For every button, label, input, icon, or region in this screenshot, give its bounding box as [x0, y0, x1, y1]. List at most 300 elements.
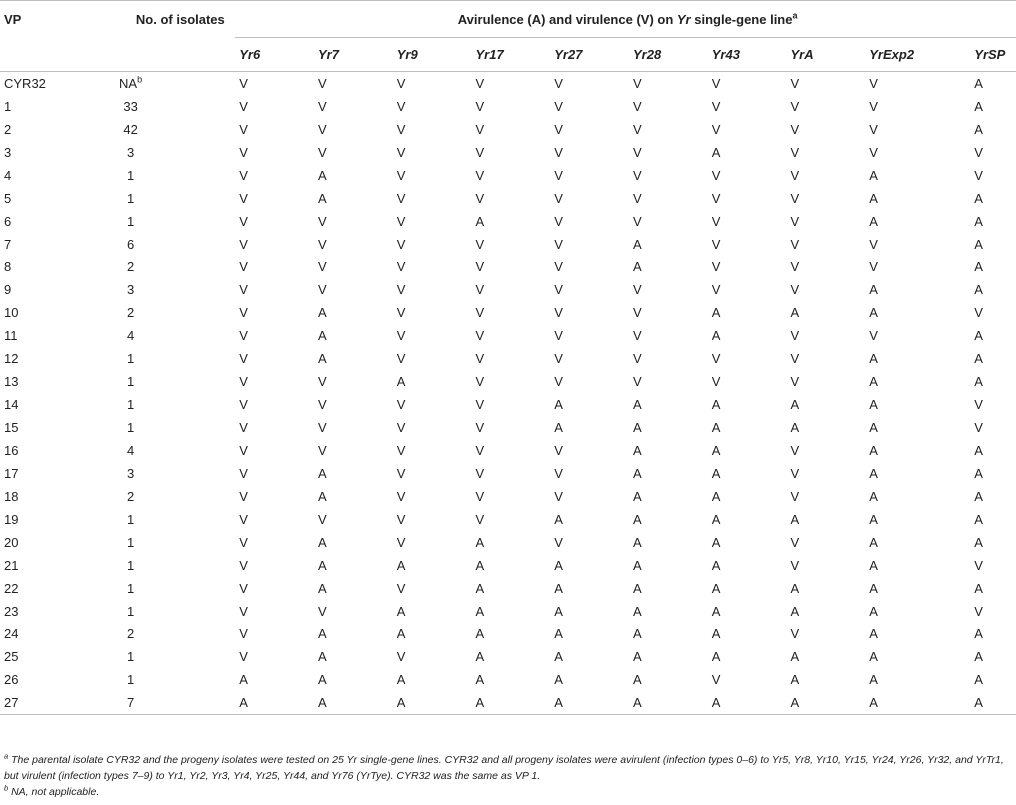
cell-isolates-value: 2 — [126, 259, 135, 275]
cell-virulence: V — [239, 282, 248, 298]
cell-isolates-value: 1 — [126, 167, 135, 183]
cell-virulence: V — [396, 397, 406, 413]
cell-virulence: A — [554, 580, 563, 596]
cell-virulence: A — [239, 672, 248, 688]
cell-isolates-value: 2 — [126, 305, 135, 321]
cell-virulence: V — [318, 374, 327, 390]
cell-isolates — [96, 324, 235, 347]
header-blank-isolates — [96, 38, 235, 72]
cell-virulence: V — [396, 190, 406, 206]
cell-virulence: A — [554, 557, 563, 573]
cell-virulence: A — [711, 557, 721, 573]
cell-virulence: V — [554, 190, 563, 206]
cell-virulence: A — [554, 420, 563, 436]
cell-isolates — [96, 623, 235, 646]
cell-virulence: V — [475, 190, 485, 206]
cell-virulence: V — [554, 236, 563, 252]
footnote-b-text: NA, not applicable. — [11, 786, 100, 798]
cell-virulence: V — [974, 167, 983, 183]
table-row — [0, 577, 1016, 600]
cell-virulence: A — [633, 465, 642, 481]
cell-isolates — [96, 370, 235, 393]
cell-vp: 19 — [4, 511, 19, 527]
cell-virulence: V — [239, 167, 248, 183]
cell-virulence: A — [869, 167, 878, 183]
cell-virulence: V — [318, 75, 327, 91]
cell-virulence: A — [869, 190, 878, 206]
cell-virulence: V — [633, 121, 642, 137]
cell-virulence: V — [790, 190, 800, 206]
cell-virulence: V — [239, 75, 248, 91]
cell-virulence: A — [869, 374, 878, 390]
cell-virulence: V — [554, 167, 563, 183]
cell-virulence: V — [633, 351, 642, 367]
cell-virulence: V — [711, 121, 721, 137]
cell-virulence: V — [475, 98, 485, 114]
cell-virulence: A — [970, 691, 1016, 714]
cell-isolates — [96, 600, 235, 623]
cell-isolates — [96, 301, 235, 324]
cell-virulence: A — [974, 121, 983, 137]
cell-vp: 3 — [4, 144, 12, 160]
cell-virulence: A — [711, 626, 721, 642]
cell-virulence: V — [790, 488, 800, 504]
cell-virulence: V — [239, 328, 248, 344]
cell-virulence: V — [239, 534, 248, 550]
cell-virulence: A — [633, 442, 642, 458]
cell-virulence: A — [708, 691, 787, 714]
cell-vp: 20 — [4, 534, 19, 550]
cell-virulence: V — [554, 213, 563, 229]
footnote-a-text: The parental isolate CYR32 and the progeny isolates were tested on 25 Yr single-gene lines. CYR32 and all progeny isolates were avirulent (infection types 0–6) to Yr5, Yr8, Yr10, Yr15, Yr24, Yr26, Yr32, and YrTr1, but virulent (infection types 7–9) to Yr1, Yr2, Yr3, Yr4, Yr25, Yr44, and Yr76 (YrTye). CYR32 was the same as VP 1. — [4, 754, 1004, 782]
cell-virulence: V — [239, 305, 248, 321]
table-row — [0, 462, 1016, 485]
table-row — [0, 233, 1016, 256]
cell-virulence: A — [633, 557, 642, 573]
cell-vp: 21 — [4, 557, 19, 573]
cell-virulence: V — [475, 236, 485, 252]
cell-virulence: V — [396, 167, 406, 183]
cell-virulence: A — [711, 442, 721, 458]
table-row — [0, 668, 1016, 691]
cell-virulence: V — [396, 511, 406, 527]
cell-vp: CYR32 — [4, 75, 46, 91]
cell-isolates-value: 1 — [126, 557, 135, 573]
cell-virulence: V — [633, 190, 642, 206]
table-row — [0, 324, 1016, 347]
cell-virulence: V — [239, 374, 248, 390]
cell-virulence: V — [974, 397, 983, 413]
cell-virulence: A — [475, 557, 485, 573]
cell-virulence: V — [790, 282, 800, 298]
cell-virulence: V — [711, 98, 721, 114]
cell-isolates — [96, 508, 235, 531]
cell-virulence: A — [475, 672, 485, 688]
cell-virulence: A — [318, 167, 327, 183]
cell-virulence: A — [393, 691, 472, 714]
cell-virulence: V — [239, 488, 248, 504]
cell-virulence: V — [475, 351, 485, 367]
cell-virulence: A — [711, 328, 721, 344]
table-row — [0, 164, 1016, 187]
cell-vp: 1 — [4, 98, 12, 114]
cell-isolates — [96, 118, 235, 141]
header-avirulence-sup: a — [792, 10, 798, 21]
cell-virulence: V — [239, 259, 248, 275]
cell-virulence: A — [396, 672, 406, 688]
cell-virulence: A — [318, 328, 327, 344]
cell-virulence: A — [554, 649, 563, 665]
cell-virulence: V — [554, 121, 563, 137]
cell-virulence: A — [869, 557, 878, 573]
cell-virulence: V — [396, 259, 406, 275]
cell-virulence: A — [396, 603, 406, 619]
cell-virulence: V — [475, 167, 485, 183]
cell-virulence: V — [974, 420, 983, 436]
cell-virulence: A — [554, 511, 563, 527]
cell-virulence: V — [318, 213, 327, 229]
cell-isolates — [96, 462, 235, 485]
cell-virulence: V — [239, 465, 248, 481]
footnote-a-mark: a — [4, 751, 9, 761]
cell-virulence: A — [974, 442, 983, 458]
cell-virulence: V — [396, 282, 406, 298]
cell-isolates-value: 1 — [126, 649, 135, 665]
cell-virulence: V — [396, 580, 406, 596]
cell-virulence: A — [475, 649, 485, 665]
cell-virulence: V — [711, 190, 721, 206]
cell-virulence: A — [974, 534, 983, 550]
cell-isolates — [96, 210, 235, 233]
cell-virulence: V — [396, 98, 406, 114]
cell-virulence: A — [974, 98, 983, 114]
cell-virulence: A — [318, 649, 327, 665]
cell-virulence: A — [790, 603, 800, 619]
cell-virulence: A — [787, 691, 866, 714]
cell-vp: 5 — [4, 190, 12, 206]
cell-virulence: V — [396, 442, 406, 458]
cell-virulence: A — [711, 603, 721, 619]
cell-virulence: A — [475, 603, 485, 619]
cell-isolates-value: 1 — [126, 603, 135, 619]
cell-virulence: V — [790, 144, 800, 160]
header-avirulence-prefix: Avirulence (A) and virulence (V) on — [457, 11, 677, 27]
cell-virulence: A — [869, 649, 878, 665]
cell-virulence: V — [475, 511, 485, 527]
cell-vp: 11 — [4, 328, 18, 344]
cell-virulence: V — [790, 167, 800, 183]
cell-virulence: A — [869, 282, 878, 298]
cell-isolates-value: 1 — [126, 190, 135, 206]
cell-isolates — [96, 187, 235, 210]
cell-virulence: V — [239, 511, 248, 527]
cell-virulence: V — [869, 144, 878, 160]
cell-virulence: V — [554, 305, 563, 321]
cell-virulence: V — [711, 167, 721, 183]
cell-virulence: V — [869, 75, 878, 91]
footnotes — [4, 752, 1012, 800]
cell-vp: 16 — [4, 442, 19, 458]
cell-virulence: V — [239, 213, 248, 229]
cell-virulence: V — [475, 144, 485, 160]
header-avirulence-suffix: single-gene line — [690, 11, 793, 27]
cell-virulence: A — [869, 603, 878, 619]
cell-isolates-value: 1 — [126, 511, 135, 527]
cell-virulence: A — [318, 626, 327, 642]
cell-vp: 12 — [4, 351, 19, 367]
cell-isolates-value: 33 — [123, 98, 138, 114]
cell-isolates — [96, 554, 235, 577]
cell-virulence: A — [318, 672, 327, 688]
cell-virulence: A — [869, 465, 878, 481]
cell-virulence: V — [318, 259, 327, 275]
cell-vp: 10 — [4, 305, 19, 321]
cell-virulence: A — [633, 534, 642, 550]
cell-virulence: A — [318, 557, 327, 573]
cell-virulence: A — [790, 511, 800, 527]
cell-virulence: A — [711, 420, 721, 436]
cell-virulence: V — [318, 397, 327, 413]
cell-virulence: A — [974, 374, 983, 390]
cell-virulence: A — [869, 511, 878, 527]
cell-virulence: V — [239, 351, 248, 367]
cell-virulence: A — [633, 603, 642, 619]
cell-virulence: A — [974, 282, 983, 298]
cell-virulence: A — [550, 691, 629, 714]
cell-virulence: A — [869, 580, 878, 596]
cell-virulence: A — [711, 144, 721, 160]
cell-virulence: V — [790, 626, 800, 642]
cell-virulence: V — [554, 351, 563, 367]
cell-virulence: V — [239, 580, 248, 596]
cell-virulence: V — [475, 305, 485, 321]
table-row — [0, 347, 1016, 370]
cell-isolates — [96, 256, 235, 279]
cell-isolates-value: 6 — [126, 236, 135, 252]
cell-virulence: A — [318, 190, 327, 206]
cell-virulence: A — [318, 305, 327, 321]
table-row — [0, 301, 1016, 324]
cell-virulence: V — [396, 236, 406, 252]
cell-virulence: V — [554, 442, 563, 458]
header-gene: YrSP — [970, 38, 1016, 72]
cell-isolates-value: 1 — [126, 580, 135, 596]
cell-virulence: A — [633, 420, 642, 436]
table-row — [0, 691, 1016, 714]
cell-isolates-value: 1 — [126, 397, 135, 413]
cell-virulence: V — [554, 144, 563, 160]
cell-virulence: A — [633, 580, 642, 596]
cell-virulence: A — [869, 488, 878, 504]
cell-virulence: V — [790, 374, 800, 390]
cell-isolates — [96, 485, 235, 508]
cell-virulence: V — [396, 465, 406, 481]
cell-virulence: A — [790, 397, 800, 413]
cell-virulence: A — [869, 305, 878, 321]
cell-virulence: V — [711, 351, 721, 367]
cell-virulence: V — [396, 121, 406, 137]
header-avirulence — [235, 1, 1016, 38]
cell-isolates-value: 3 — [126, 282, 135, 298]
cell-virulence: A — [318, 580, 327, 596]
cell-virulence: V — [711, 282, 721, 298]
cell-virulence: A — [711, 397, 721, 413]
cell-virulence: A — [318, 534, 327, 550]
cell-virulence: A — [396, 557, 406, 573]
cell-virulence: A — [711, 580, 721, 596]
cell-virulence: A — [633, 511, 642, 527]
cell-virulence: V — [711, 75, 721, 91]
cell-virulence: V — [318, 442, 327, 458]
cell-isolates — [96, 233, 235, 256]
cell-virulence: A — [869, 534, 878, 550]
header-gene: Yr6 — [235, 38, 314, 72]
cell-isolates — [96, 278, 235, 301]
cell-virulence: A — [869, 626, 878, 642]
cell-isolates — [96, 393, 235, 416]
cell-virulence: A — [869, 351, 878, 367]
cell-virulence: V — [396, 534, 406, 550]
cell-virulence: A — [711, 649, 721, 665]
cell-vp: 13 — [4, 374, 19, 390]
cell-virulence: V — [633, 167, 642, 183]
footnote-a — [4, 752, 1012, 784]
cell-isolates-value: 3 — [126, 465, 135, 481]
cell-virulence: V — [475, 420, 485, 436]
table-row — [0, 278, 1016, 301]
cell-vp: 15 — [4, 420, 19, 436]
cell-virulence: V — [396, 213, 406, 229]
cell-virulence: A — [633, 397, 642, 413]
cell-virulence: V — [318, 282, 327, 298]
footnote-b — [4, 784, 1012, 800]
cell-virulence: A — [235, 691, 314, 714]
cell-virulence: V — [711, 236, 721, 252]
cell-virulence: V — [475, 442, 485, 458]
cell-virulence: V — [869, 98, 878, 114]
cell-isolates-value: 42 — [123, 121, 138, 137]
header-gene: Yr43 — [708, 38, 787, 72]
cell-isolates-value: 1 — [126, 351, 135, 367]
cell-virulence: V — [869, 236, 878, 252]
cell-virulence: V — [475, 397, 485, 413]
cell-virulence: V — [239, 649, 248, 665]
cell-virulence: V — [475, 328, 485, 344]
cell-virulence: V — [239, 121, 248, 137]
cell-virulence: V — [475, 488, 485, 504]
cell-vp: 7 — [4, 236, 12, 252]
table-row — [0, 210, 1016, 233]
cell-virulence: V — [633, 98, 642, 114]
cell-virulence: A — [633, 259, 642, 275]
cell-virulence: V — [475, 465, 485, 481]
cell-virulence: V — [554, 534, 563, 550]
cell-virulence: V — [318, 236, 327, 252]
cell-virulence: V — [633, 305, 642, 321]
cell-virulence: V — [318, 603, 327, 619]
cell-virulence: V — [396, 305, 406, 321]
cell-virulence: A — [554, 626, 563, 642]
cell-isolates — [96, 72, 235, 95]
footnote-b-mark: b — [4, 783, 9, 793]
cell-virulence: A — [475, 580, 485, 596]
cell-virulence: A — [396, 626, 406, 642]
table-row — [0, 118, 1016, 141]
cell-virulence: V — [633, 282, 642, 298]
cell-virulence: V — [790, 442, 800, 458]
cell-virulence: V — [790, 557, 800, 573]
cell-vp: 24 — [4, 626, 19, 642]
cell-virulence: A — [869, 213, 878, 229]
cell-vp: 22 — [4, 580, 19, 596]
cell-virulence: V — [239, 397, 248, 413]
cell-virulence: V — [790, 465, 800, 481]
cell-virulence: V — [711, 672, 721, 688]
cell-virulence: A — [633, 626, 642, 642]
cell-isolates-value: 4 — [126, 328, 135, 344]
cell-isolates — [96, 439, 235, 462]
cell-virulence: V — [790, 75, 800, 91]
cell-virulence: V — [239, 144, 248, 160]
cell-virulence: A — [974, 488, 983, 504]
cell-virulence: A — [711, 465, 721, 481]
header-gene: Yr28 — [629, 38, 708, 72]
cell-isolates-value: 1 — [126, 672, 135, 688]
cell-isolates — [96, 645, 235, 668]
cell-virulence: V — [711, 374, 721, 390]
cell-virulence: V — [396, 351, 406, 367]
cell-virulence: A — [554, 672, 563, 688]
cell-virulence: V — [239, 626, 248, 642]
cell-vp: 26 — [4, 672, 19, 688]
cell-virulence: A — [869, 672, 878, 688]
cell-virulence: A — [318, 351, 327, 367]
header-gene: Yr9 — [393, 38, 472, 72]
cell-virulence: A — [974, 75, 983, 91]
table-row — [0, 72, 1016, 95]
cell-virulence: A — [974, 351, 983, 367]
cell-virulence: V — [790, 98, 800, 114]
header-vp: VP — [4, 11, 22, 27]
cell-virulence: A — [711, 305, 721, 321]
cell-virulence: V — [554, 465, 563, 481]
cell-isolates-value: 1 — [126, 213, 135, 229]
cell-isolates-value: 4 — [126, 442, 135, 458]
cell-virulence: A — [974, 626, 983, 642]
cell-virulence: V — [974, 603, 983, 619]
cell-virulence: V — [790, 213, 800, 229]
cell-vp: 8 — [4, 259, 12, 275]
table-row — [0, 416, 1016, 439]
cell-virulence: V — [554, 259, 563, 275]
cell-virulence: A — [974, 672, 983, 688]
table-row — [0, 508, 1016, 531]
table-body — [0, 72, 1016, 715]
cell-virulence: V — [974, 305, 983, 321]
cell-virulence: V — [239, 557, 248, 573]
cell-virulence: A — [974, 213, 983, 229]
cell-virulence: V — [974, 144, 983, 160]
cell-virulence: A — [633, 236, 642, 252]
cell-virulence: V — [633, 213, 642, 229]
cell-isolates — [96, 95, 235, 118]
table-row — [0, 187, 1016, 210]
cell-isolates — [96, 141, 235, 164]
table-row — [0, 393, 1016, 416]
cell-isolates — [96, 416, 235, 439]
cell-virulence: V — [633, 144, 642, 160]
cell-virulence: V — [475, 259, 485, 275]
